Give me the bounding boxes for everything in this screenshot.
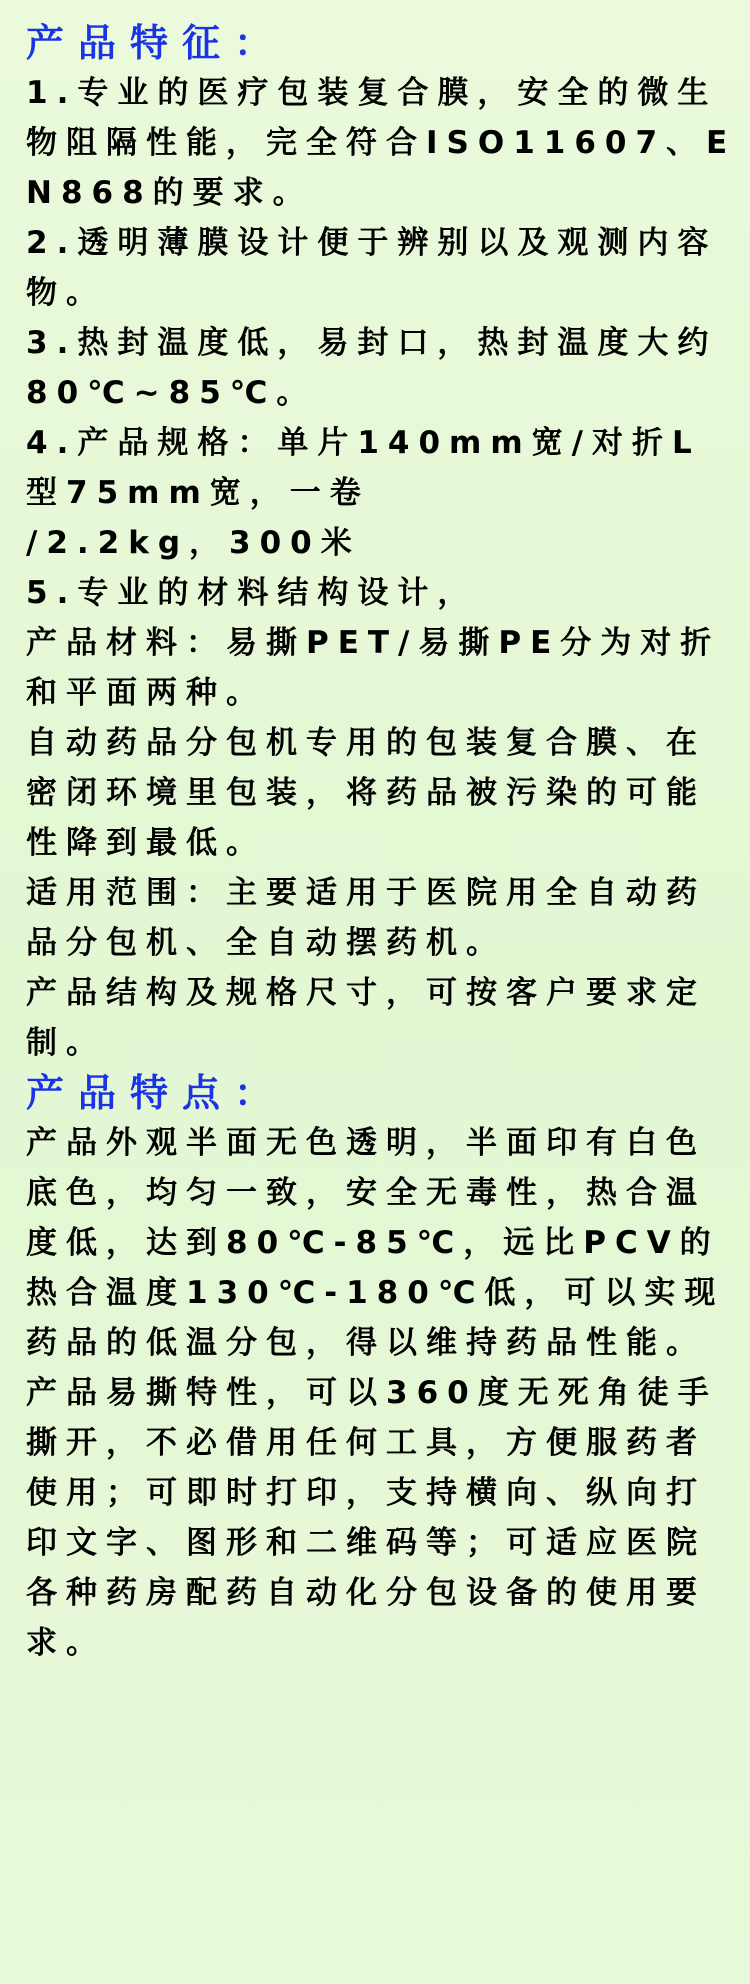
feature-paragraph-2: 2.透明薄膜设计便于辨别以及观测内容物。 — [26, 225, 718, 311]
packaging-film-description: 自动药品分包机专用的包装复合膜、在密闭环境里包装，将药品被污染的可能性降到最低。 — [26, 725, 706, 861]
application-scope: 适用范围：主要适用于医院用全自动药品分包机、全自动摆药机。 — [26, 875, 706, 961]
feature-paragraph-5: 5.专业的材料结构设计， — [26, 575, 478, 611]
feature-paragraph-3: 3.热封温度低，易封口，热封温度大约80℃~85℃。 — [26, 325, 718, 411]
feature-paragraph-1: 1.专业的医疗包装复合膜，安全的微生物阻隔性能，完全符合ISO11607、EN868的要求。 — [26, 75, 737, 211]
feature-paragraph-4: 4.产品规格：单片140mm宽/对折L型75mm宽，一卷 /2.2kg，300米 — [26, 425, 701, 561]
section-title-characteristics: 产品特点： — [26, 1071, 287, 1115]
characteristics-paragraph: 产品外观半面无色透明，半面印有白色底色，均匀一致，安全无毒性，热合温度低，达到80℃-85℃，远比PCV的热合温度130℃-180℃低，可以实现药品的低温分包，得以维持药品性能。产品易撕特性，可以360度无死角徒手撕开，不必借用任何工具，方便服药者使用；可即时打印，支持横向、纵向打印文字、图形和二维码等；可适应医院各种药房配药自动化分包设备的使用要求。 — [26, 1125, 725, 1661]
product-materials: 产品材料：易撕PET/易撕PE分为对折和平面两种。 — [26, 625, 721, 711]
section-title-features: 产品特征： — [26, 21, 287, 65]
customization-note: 产品结构及规格尺寸，可按客户要求定制。 — [26, 975, 706, 1061]
